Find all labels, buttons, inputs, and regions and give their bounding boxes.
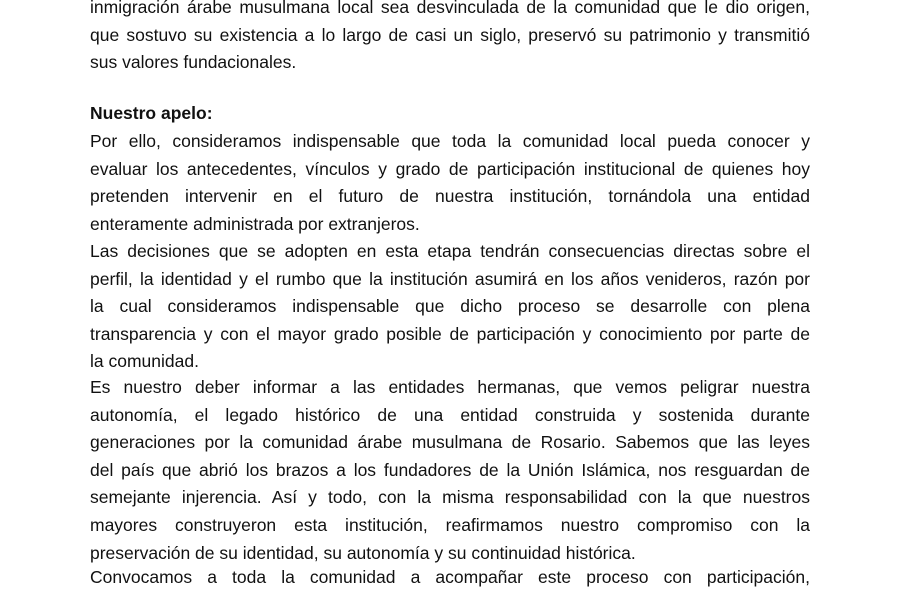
- text-line: inmigración árabe musulmana local sea desvinculada de la comunidad que le dio origen,: [90, 0, 810, 17]
- text-line: preservación de su identidad, su autonomía y su continuidad histórica.: [90, 542, 636, 563]
- text-line: Las decisiones que se adopten en esta etapa tendrán consecuencias directas sobre el: [90, 241, 810, 261]
- text-line: perfil, la identidad y el rumbo que la institución asumirá en los años venideros, razón por: [90, 268, 810, 289]
- text-line: pretenden intervenir en el futuro de nuestra institución, tornándola una entidad: [90, 186, 810, 207]
- text-line: transparencia y con el mayor grado posible de participación y conocimiento por parte de: [90, 323, 810, 344]
- text-line: evaluar los antecedentes, vínculos y grado de participación institucional de quienes hoy: [90, 158, 810, 179]
- paragraph-3: [90, 374, 810, 567]
- text-line: sus valores fundacionales.: [90, 52, 297, 73]
- heading-text: Nuestro apelo:: [90, 103, 213, 123]
- text-line: la cual consideramos indispensable que dicho proceso se desarrolle con plena: [90, 296, 810, 317]
- text-line: Es nuestro deber informar a las entidades hermanas, que vemos peligrar nuestra: [90, 377, 810, 397]
- text-line: autonomía, el legado histórico de una entidad construida y sostenida durante: [90, 404, 810, 425]
- top-paragraph: [90, 0, 810, 77]
- text-line: generaciones por la comunidad árabe musulmana de Rosario. Sabemos que las leyes: [90, 432, 810, 453]
- section-heading: [90, 100, 810, 128]
- text-line: mayores construyeron esta institución, reafirmamos nuestro compromiso con la: [90, 514, 810, 535]
- text-line: la comunidad.: [90, 351, 199, 372]
- paragraph-2: [90, 238, 810, 376]
- paragraph-1: [90, 128, 810, 238]
- text-line: del país que abrió los brazos a los fundadores de la Unión Islámica, nos resguardan de: [90, 459, 810, 480]
- text-line: Convocamos a toda la comunidad a acompañar este proceso con participación,: [90, 567, 810, 587]
- paragraph-4: [90, 564, 810, 592]
- text-line: que sostuvo su existencia a lo largo de casi un siglo, preservó su patrimonio y transmitió: [90, 24, 810, 45]
- text-line: semejante injerencia. Así y todo, con la misma responsabilidad con la que nuestros: [90, 487, 810, 508]
- text-line: enteramente administrada por extranjeros.: [90, 213, 420, 234]
- text-line: Por ello, consideramos indispensable que toda la comunidad local pueda conocer y: [90, 131, 810, 151]
